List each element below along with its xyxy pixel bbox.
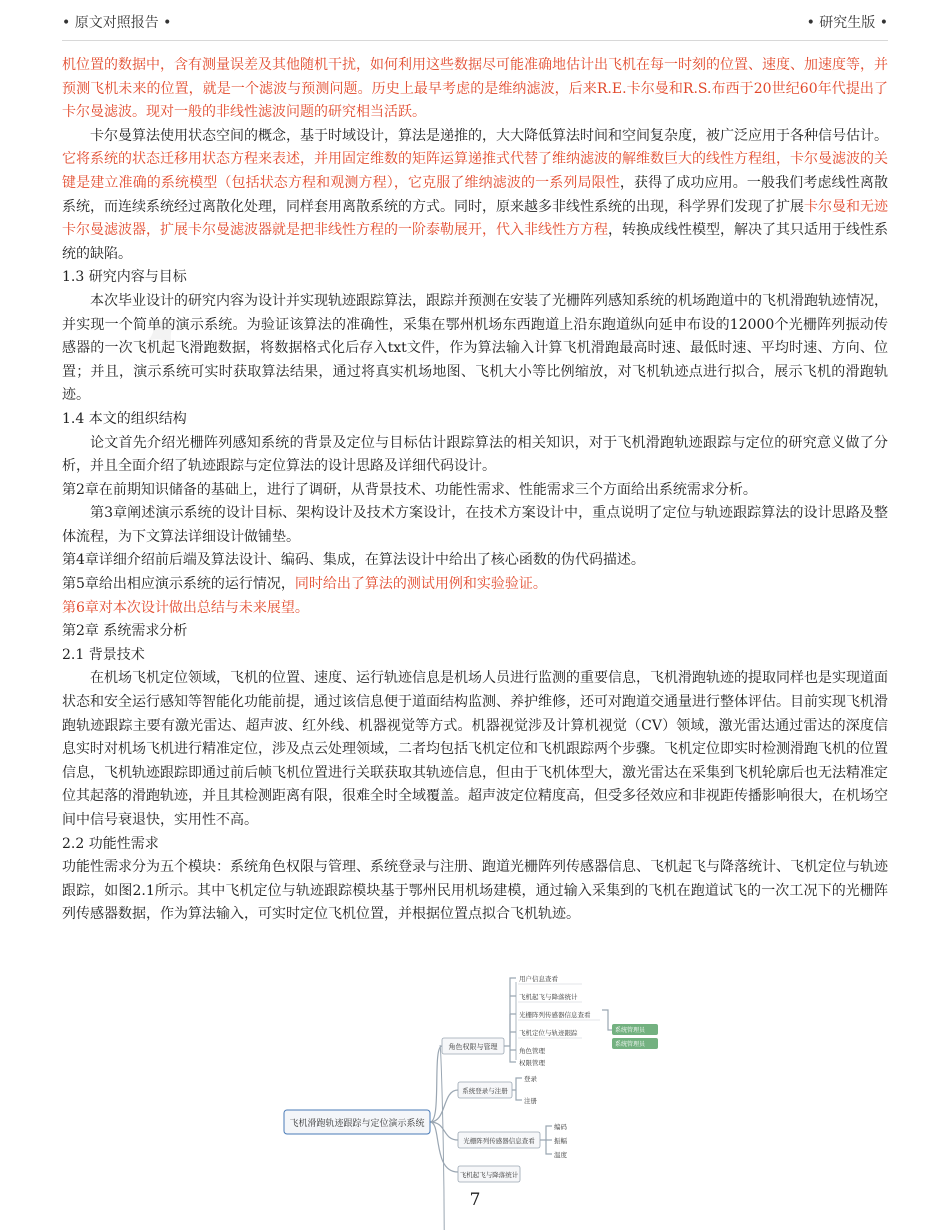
role-item: 飞机定位与轨迹跟踪: [519, 1029, 578, 1037]
connector-login-items: [512, 1078, 522, 1100]
document-body: [62, 54, 888, 927]
connector-role-items-2: [510, 1014, 516, 1062]
text-segment-highlight: 它将系统的状态迁移用状态方程来表述，并用固定维数的矩阵运算递推式代替了维纳滤波的解维数巨大的线性方程组，卡尔曼滤波的关键是建立准确的系统模型（包括状态方程和观测方程），它克服了维纳滤波的一系列局限性: [62, 151, 888, 191]
page-number: 7: [469, 1190, 481, 1210]
header-left-label: • 原文对照报告 •: [62, 15, 172, 31]
mindmap-branch-roles-label: 角色权限与管理: [448, 1043, 498, 1051]
mindmap-branch-stats-label: 飞机起飞与降落统计: [459, 1171, 519, 1179]
mindmap-root-label: 飞机滑跑轨迹跟踪与定位演示系统: [289, 1119, 425, 1129]
figure-mindmap: [282, 960, 646, 1179]
paragraph-chapter-5: [62, 573, 888, 597]
text-segment: 卡尔曼算法使用状态空间的概念，基于时域设计，算法是递推的，大大降低算法时间和空间复杂度，被广泛应用于各种信号估计。: [90, 127, 888, 144]
section-heading-2-2: 2.2 功能性需求: [62, 835, 159, 852]
role-item: 角色管理: [519, 1047, 545, 1055]
paragraph-research-content: 本次毕业设计的研究内容为设计并实现轨迹跟踪算法，跟踪并预测在安装了光栅阵列感知系统的机场跑道中的飞机滑跑轨迹情况，并实现一个简单的演示系统。为验证该算法的准确性，采集在鄂州机场东西跑道上沿东跑道纵向延申布设的12000个光栅阵列振动传感器的一次飞机起飞滑跑数据，将数据格式化后存入txt文件，作为算法输入计算飞机滑跑最高时速、最低时速、平均时速、方向、位置；并且，演示系统可实时获取算法结果，通过将真实机场地图、飞机大小等比例缩放，对飞机轨迹点进行拟合，展示飞机的滑跑轨迹。: [62, 292, 888, 404]
sensor-item: 振幅: [554, 1137, 567, 1145]
sensor-item: 编码: [554, 1123, 567, 1131]
section-heading-2-1: 2.1 背景技术: [62, 646, 145, 663]
role-item: 飞机起飞与降落统计: [519, 993, 578, 1001]
login-item: 注册: [524, 1097, 537, 1105]
text-segment: 第5章给出相应演示系统的运行情况，: [62, 576, 295, 593]
role-item: 权限管理: [519, 1059, 545, 1067]
connector-roles: [430, 1046, 442, 1122]
role-tag-label: 系统管理员: [615, 1041, 646, 1048]
text-segment: ，获得了成功应用。一般我们考虑线性离散系统，而连续系统经过离散化处理，同样套用离散系统的方式。同时，原来越多非线性系统的出现，科学界们发现了扩展: [62, 174, 888, 215]
paragraph-chapter-6: 第6章对本次设计做出总结与未来展望。: [62, 599, 309, 616]
login-item: 登录: [524, 1075, 537, 1083]
paragraph-chapter-2: 第2章在前期知识储备的基础上，进行了调研，从背景技术、功能性需求、性能需求三个方面给出系统需求分析。: [62, 481, 757, 498]
section-heading-1-3: 1.3 研究内容与目标: [62, 269, 187, 286]
role-tag-label: 系统管理员: [615, 1027, 646, 1034]
paragraph-chapter-3: 第3章阐述演示系统的设计目标、架构设计及技术方案设计，在技术方案设计中，重点说明了定位与轨迹跟踪算法的设计思路及整体流程，为下文算法详细设计做铺垫。: [62, 505, 888, 545]
connector-sensor-items: [540, 1126, 552, 1154]
text-segment: ，转换成线性模型，解决了其只适用于线性系统的缺陷。: [62, 222, 888, 262]
paragraph-organization: 论文首先介绍光栅阵列感知系统的背景及定位与目标估计跟踪算法的相关知识，对于飞机滑跑轨迹跟踪与定位的研究意义做了分析，并且全面介绍了轨迹跟踪与定位算法的设计思路及详细代码设计。: [62, 434, 888, 475]
section-heading-1-4: 1.4 本文的组织结构: [62, 410, 187, 427]
paragraph-kalman-algorithm: [62, 125, 888, 267]
chapter-heading-2: 第2章 系统需求分析: [62, 623, 188, 640]
page-header: [62, 8, 888, 32]
paragraph-background: 在机场飞机定位领域，飞机的位置、速度、运行轨迹信息是机场人员进行监测的重要信息，飞机滑跑轨迹的提取同样也是实现道面状态和安全运行感知等智能化功能前提，通过该信息便于道面结构监测、养护维修，还可对跑道交通量进行整体评估。目前实现飞机滑跑轨迹跟踪主要有激光雷达、超声波、红外线、机器视觉等方式。机器视觉涉及计算机视觉（CV）领域，激光雷达通过雷达的深度信息实时对机场飞机进行精准定位，涉及点云处理领域，二者均包括飞机定位和飞机跟踪两个步骤。飞机定位即实时检测滑跑飞机的位置信息，飞机轨迹跟踪即通过前后帧飞机位置进行关联获取其轨迹信息，但由于飞机体型大，激光雷达在采集到飞机轮廓后也无法精准定位其起落的滑跑轨迹，并且其检测距离有限，很难全时全域覆盖。超声波定位精度高，但受多径效应和非视距传播影响很大，在机场空间中信号衰退快，实用性不高。: [62, 670, 888, 828]
text-segment-highlight: 同时给出了算法的测试用例和实验验证。: [294, 576, 547, 593]
sensor-item: 温度: [554, 1151, 567, 1159]
role-item: 光栅阵列传感器信息查看: [519, 1011, 591, 1019]
paragraph-kalman-intro: 机位置的数据中，含有测量误差及其他随机干扰，如何利用这些数据尽可能准确地估计出飞机在每一时刻的位置、速度、加速度等，并预测飞机未来的位置，就是一个滤波与预测问题。历史上最早考虑的是维纳滤波，后来R.E.卡尔曼和R.S.布西于20世纪60年代提出了卡尔曼滤波。现对一般的非线性滤波问题的研究相当活跃。: [62, 57, 888, 121]
header-divider: [62, 40, 888, 41]
paragraph-chapter-4: 第4章详细介绍前后端及算法设计、编码、集成，在算法设计中给出了核心函数的伪代码描述。: [62, 552, 645, 569]
header-right-label: • 研究生版 •: [806, 15, 888, 31]
paragraph-functional-requirements: 功能性需求分为五个模块：系统角色权限与管理、系统登录与注册、跑道光栅阵列传感器信息、飞机起飞与降落统计、飞机定位与轨迹跟踪，如图2.1所示。其中飞机定位与轨迹跟踪模块基于鄂州民用机场建模，通过输入采集到的飞机在跑道试飞的一次工况下的光栅阵列传感器数据，作为算法输入，可实时定位飞机位置，并根据位置点拟合飞机轨迹。: [62, 859, 888, 923]
watermark-mark: ✦: [125, 292, 202, 373]
connector-role-tags: [602, 1010, 612, 1030]
text-segment-highlight: 卡尔曼和无迹卡尔曼滤波器，扩展卡尔曼滤波器就是把非线性方程的一阶泰勒展开，代入非线性方方程: [62, 198, 888, 239]
mindmap-branch-sensor-label: 光栅阵列传感器信息查看: [463, 1137, 535, 1145]
role-item: 用户信息查看: [519, 975, 558, 983]
mindmap-role-items: [519, 974, 591, 1067]
mindmap-branch-login-label: 系统登录与注册: [462, 1087, 508, 1095]
